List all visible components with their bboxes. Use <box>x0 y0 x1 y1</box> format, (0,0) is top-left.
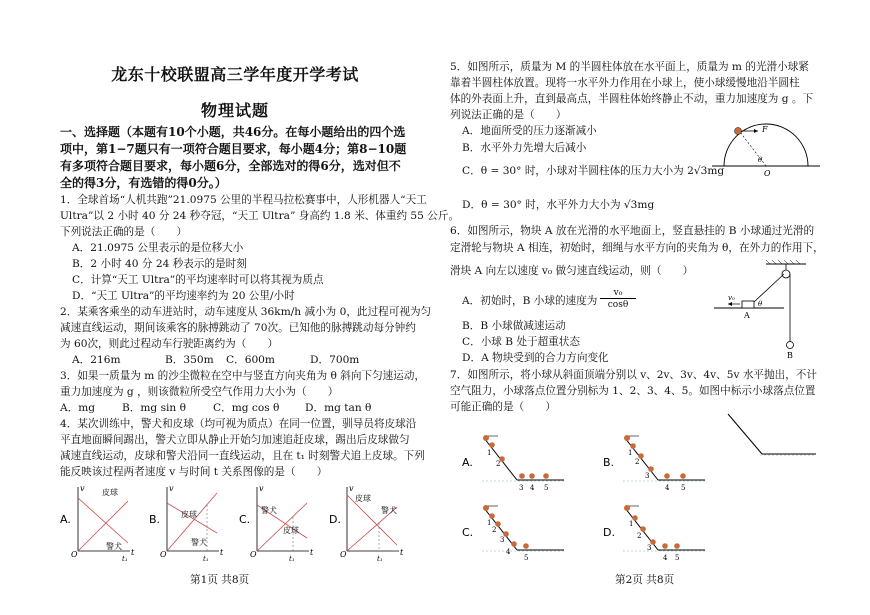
option-b: B．mg sin θ <box>122 402 186 414</box>
option-a: A．21.0975 公里表示的是位移大小 <box>72 242 244 254</box>
option-c: C．θ = 30° 时，小球对半圆柱体的压力大小为 2√3mg <box>462 165 725 177</box>
fraction-numerator: v₀ <box>600 288 636 299</box>
graph-letter: A. <box>60 513 71 526</box>
mark-4: 4 <box>663 554 668 562</box>
section-line: 项中，第1−7题只有一项符合题目要求，每小题4分；第8−10题 <box>60 142 407 156</box>
graph-b <box>145 483 225 563</box>
axis-v: v <box>259 484 264 493</box>
mark-1: 1 <box>487 519 492 527</box>
mark-2: 2 <box>496 460 501 468</box>
question-text: 重力加速度为 g ，则该微粒所受空气作用力大小为（ ） <box>60 386 339 398</box>
option-b: B．350m <box>165 354 214 366</box>
question-text: 5．如图所示，质量为 M 的半圆柱体放在水平面上，质量为 m 的光滑小球紧 <box>450 61 809 73</box>
option-b: B．B 小球做减速运动 <box>462 320 566 332</box>
fraction-denominator: cosθ <box>607 300 629 310</box>
option-a: A．地面所受的压力逐渐减小 <box>462 125 597 137</box>
mark-3: 3 <box>500 536 505 544</box>
mark-1: 1 <box>628 449 633 457</box>
axis-v: v <box>169 484 174 493</box>
question-text: 列说法正确的是（ ） <box>450 109 567 121</box>
mark-3: 3 <box>519 484 524 492</box>
axis-t: t <box>220 548 224 557</box>
question-text: 为 60次，则此过程动车行驶距离约为（ ） <box>60 338 279 350</box>
ball-b <box>787 342 794 349</box>
option-c: C．计算“天工 Ultra”的平均速率时可以将其视为质点 <box>72 274 324 286</box>
question-text: Ultra”以 2 小时 40 分 24 秒夺冠，“天工 Ultra” 身高约 1.8 米、体重约 55 公斤。 <box>60 210 460 222</box>
origin: O <box>160 550 167 559</box>
axis-v: v <box>80 484 85 493</box>
ball-label: 皮球 <box>181 510 197 519</box>
question-text: 2．某乘客乘坐的动车进站时，动车速度从 36km/h 减小为 0，此过程可视为匀 <box>60 306 432 318</box>
ball-label: 皮球 <box>283 526 299 535</box>
v0-label: v₀ <box>728 294 735 302</box>
question-text: 下列说法正确的是（ ） <box>60 226 188 238</box>
mark-2: 2 <box>492 526 497 534</box>
question-text: 3．如果一质量为 m 的沙尘微粒在空中与竖直方向夹角为 θ 斜向下匀速运动， <box>60 370 426 382</box>
option-a: A．初始时，B 小球的速度为 <box>462 295 598 307</box>
label-a: A <box>744 311 750 320</box>
pulley <box>782 270 790 278</box>
graph-letter: D. <box>329 513 341 526</box>
exam-title: 龙东十校联盟高三学年度开学考试 <box>111 65 359 84</box>
mark-4: 4 <box>665 484 670 492</box>
force-label: F <box>762 125 768 134</box>
option-d: D．θ = 30° 时，水平外力大小为 √3mg <box>462 199 655 211</box>
origin: O <box>250 550 257 559</box>
question-text: 滑块 A 向左以速度 v₀ 做匀速直线运动，则（ ） <box>450 265 694 277</box>
mark-3: 3 <box>647 544 652 552</box>
origin: O <box>71 550 78 559</box>
option-c: C．mg cos θ <box>213 402 280 414</box>
question-text: 靠着半圆柱体放置。现将一水平外力作用在小球上，使小球缓慢地沿半圆柱 <box>450 77 800 89</box>
graph-letter: C. <box>239 513 251 526</box>
question-text: 空气阻力，小球落点位置分别标为 1、2、3、4、5。如图中标示小球落点位置 <box>450 385 816 397</box>
page-footer-left: 第1页 共8页 <box>190 574 250 586</box>
center-label: O <box>764 169 771 178</box>
axis-v: v <box>349 484 354 493</box>
figure-letter: D. <box>603 526 615 539</box>
axis-t: t <box>131 548 135 557</box>
figure-letter: C. <box>462 526 474 539</box>
figure-letter: B. <box>603 456 615 469</box>
option-c: C．小球 B 处于超重状态 <box>462 336 580 348</box>
mark-1: 1 <box>629 520 634 528</box>
option-d: D．mg tan θ <box>305 402 372 414</box>
question-text: 6．如图所示，物块 A 放在光滑的水平地面上，竖直悬挂的 B 小球通过光滑的 <box>450 225 815 237</box>
page-footer-right: 第2页 共8页 <box>615 574 675 586</box>
graph-c <box>235 483 315 563</box>
option-d: D．700m <box>310 354 360 366</box>
dog-label: 警犬 <box>261 506 277 515</box>
half-cylinder-figure <box>712 118 822 178</box>
mark-5: 5 <box>544 484 549 492</box>
ball-label: 皮球 <box>355 494 371 503</box>
ball-label: 皮球 <box>102 488 118 497</box>
mark-2: 2 <box>637 532 642 540</box>
question-text: 减速直线运动，期间该乘客的脉搏跳动了 70次。已知他的脉搏跳动每分钟约 <box>60 322 416 334</box>
pulley-figure <box>714 262 814 362</box>
option-b: B．2 小时 40 分 24 秒表示的是时刻 <box>72 258 247 270</box>
t1-label: t₁ <box>377 555 383 563</box>
question-text: 可能正确的是（ ） <box>450 401 556 413</box>
mark-1: 1 <box>487 449 492 457</box>
slope-reference-figure <box>720 406 820 466</box>
mark-3: 3 <box>645 472 650 480</box>
subject-title: 物理试题 <box>200 101 269 120</box>
question-text: 7．如图所示，将小球从斜面顶端分别以 v、2v、3v、4v、5v 水平抛出，不计 <box>450 369 817 381</box>
graph-a <box>56 483 136 563</box>
projectile-figure-d <box>603 498 708 568</box>
t1-label: t₁ <box>289 555 295 563</box>
projectile-figure-b <box>603 428 708 498</box>
graph-letter: B. <box>149 513 161 526</box>
question-text: 4．某次训练中，警犬和皮球（均可视为质点）在同一位置，驯导员将皮球沿 <box>60 418 417 430</box>
origin: O <box>340 550 347 559</box>
question-text: 体的外表面上升，直到最高点，半圆柱体始终静止不动，重力加速度为 g 。下 <box>450 93 814 105</box>
mark-5: 5 <box>681 484 686 492</box>
dog-label: 警犬 <box>191 538 207 547</box>
dog-label: 警犬 <box>381 506 397 515</box>
axis-t: t <box>400 548 404 557</box>
projectile-figure-a <box>462 428 567 498</box>
t1-label: t₁ <box>122 555 128 563</box>
axis-t: t <box>310 548 314 557</box>
theta-label: θ <box>758 156 763 164</box>
question-text: 平直地面瞬间踢出，警犬立即从静止开始匀加速追赶皮球，踢出后皮球做匀 <box>60 434 410 446</box>
figure-letter: A. <box>462 456 473 469</box>
mark-5: 5 <box>675 554 680 562</box>
option-d: D．“天工 Ultra”的平均速率约为 20 公里/小时 <box>72 290 295 302</box>
mark-4: 4 <box>506 548 511 556</box>
ball <box>735 128 742 135</box>
question-text: 减速直线运动，皮球和警犬沿同一直线运动，且在 t₁ 时刻警犬追上皮球。下列 <box>60 450 425 462</box>
graph-d <box>325 483 405 563</box>
mark-5: 5 <box>524 554 529 562</box>
option-d: D．A 物块受到的合力方向变化 <box>462 352 609 364</box>
mark-4: 4 <box>530 484 535 492</box>
t1-label: t₁ <box>203 555 209 563</box>
option-b: B．水平外力先增大后减小 <box>462 142 587 154</box>
question-text: 能反映该过程两者速度 v 与时间 t 关系图像的是（ ） <box>60 466 328 478</box>
label-b: B <box>787 351 793 360</box>
question-text: 定滑轮与物块 A 相连，初始时，细绳与水平方向的夹角为 θ，在外力的作用下， <box>450 242 824 254</box>
dog-label: 警犬 <box>106 542 122 551</box>
question-text: 1．全球首场“人机共跑”21.0975 公里的半程马拉松赛事中，人形机器人“天工 <box>60 194 427 206</box>
mark-2: 2 <box>635 458 640 466</box>
option-a: A．mg <box>60 402 96 414</box>
projectile-figure-c <box>462 498 567 568</box>
section-line: 有多项符合题目要求，每小题6分，全部选对的得6分，选对但不 <box>60 159 401 173</box>
theta-label: θ <box>758 300 763 308</box>
section-line: 全的得3分，有选错的得0分。） <box>60 176 227 190</box>
section-line: 一、选择题（本题有10个小题，共46分。在每小题给出的四个选 <box>60 125 406 139</box>
option-a: A．216m <box>72 354 121 366</box>
block-a <box>742 301 754 308</box>
option-c: C．600m <box>226 354 275 366</box>
